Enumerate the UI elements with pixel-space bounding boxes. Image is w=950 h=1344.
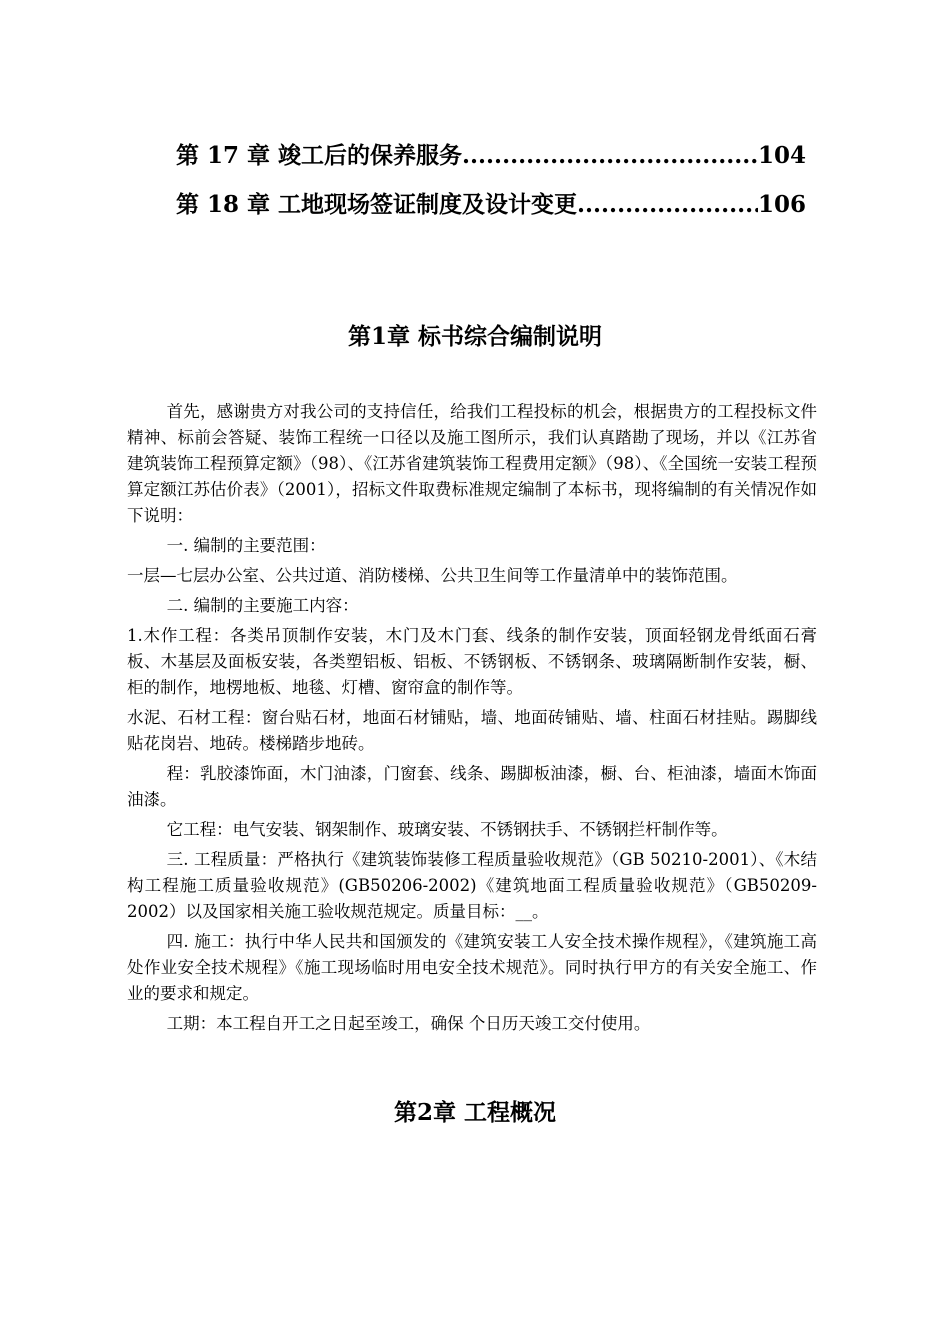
paragraph-woodwork: 1.木作工程：各类吊顶制作安装，木门及木门套、线条的制作安装，顶面轻钢龙骨纸面石膏板、木基层及面板安装，各类塑铝板、铝板、不锈钢板、不锈钢条、玻璃隔断制作安装，橱、柜的制作，地楞地板、地毯、灯槽、窗帘盒的制作等。 — [127, 626, 817, 697]
toc-page-number: 106 — [757, 191, 806, 218]
paragraph-content-heading: 二. 编制的主要施工内容： — [166, 596, 359, 615]
toc-page-number: 104 — [757, 142, 806, 169]
toc-entry-17[interactable] — [176, 137, 806, 170]
paragraph-painting: 程：乳胶漆饰面，木门油漆，门窗套、线条、踢脚板油漆，橱、台、柜油漆，墙面木饰面油漆。 — [127, 764, 817, 809]
toc-entry-18[interactable] — [176, 186, 806, 219]
chapter-2-heading: 第2章 工程概况 — [393, 1099, 556, 1126]
paragraph-stonework: 水泥、石材工程：窗台贴石材，地面石材铺贴，墙、地面砖铺贴、墙、柱面石材挂贴。踢脚线贴花岗岩、地砖。楼梯踏步地砖。 — [127, 708, 817, 753]
paragraph-safety: 四. 施工：执行中华人民共和国颁发的《建筑安装工人安全技术操作规程》，《建筑施工高处作业安全技术规程》《施工现场临时用电安全技术规范》。同时执行甲方的有关安全施工、作业的要求和规定。 — [127, 932, 817, 1003]
paragraph-scope-heading: 一. 编制的主要范围： — [166, 536, 326, 555]
paragraph-scope: 一层—七层办公室、公共过道、消防楼梯、公共卫生间等工作量清单中的装饰范围。 — [127, 566, 738, 585]
paragraph-intro: 首先，感谢贵方对我公司的支持信任，给我们工程投标的机会，根据贵方的工程投标文件精神、标前会答疑、装饰工程统一口径以及施工图所示，我们认真踏勘了现场，并以《江苏省建筑装饰工程预算定额》（98）、《江苏省建筑装饰工程费用定额》（98）、《全国统一安装工程预算定额江苏估价表》（2001），招标文件取费标准规定编制了本标书，现将编制的有关情况作如下说明： — [127, 402, 817, 525]
toc-leader — [462, 142, 758, 169]
toc-title: 第 18 章 工地现场签证制度及设计变更 — [176, 191, 578, 218]
paragraph-other: 它工程：电气安装、钢架制作、玻璃安装、不锈钢扶手、不锈钢拦杆制作等。 — [166, 820, 728, 839]
chapter-1-body — [127, 399, 817, 1037]
paragraph-schedule: 工期：本工程自开工之日起至竣工，确保 个日历天竣工交付使用。 — [166, 1014, 651, 1033]
chapter-1-heading: 第1章 标书综合编制说明 — [347, 323, 602, 350]
toc-leader — [577, 191, 758, 218]
toc-title: 第 17 章 竣工后的保养服务 — [176, 142, 463, 169]
paragraph-quality: 三. 工程质量：严格执行《建筑装饰装修工程质量验收规范》（GB 50210-2001）、《木结构工程施工质量验收规范》(GB50206-2002)《建筑地面工程质量验收规范》（GB50209-2002）以及国家相关施工验收规范规定。质量目标：__。 — [127, 850, 817, 921]
